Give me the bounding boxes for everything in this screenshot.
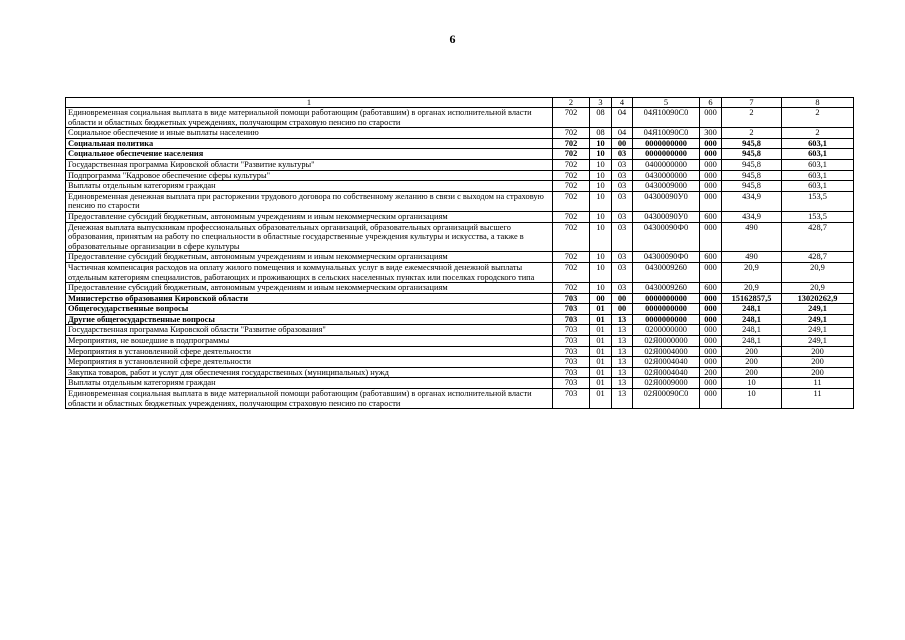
row-name-cell: Единовременная социальная выплата в виде материальной помощи работающим (работавшим) в органах исполнительной власти области и областных бюджетных учреждениях, получающим страховую пенсию по старости	[66, 389, 553, 409]
table-row	[66, 128, 854, 139]
expense-type-cell: 000	[700, 262, 722, 282]
amount-year2-cell: 603,1	[782, 138, 854, 149]
amount-year1-cell: 945,8	[722, 159, 782, 170]
expense-type-cell: 000	[700, 181, 722, 192]
amount-year1-cell: 2	[722, 128, 782, 139]
table-row	[66, 378, 854, 389]
target-article-cell: 04300090У0	[633, 191, 700, 211]
expense-type-cell: 600	[700, 211, 722, 222]
expense-type-cell: 000	[700, 336, 722, 347]
section-cell: 10	[590, 191, 612, 211]
amount-year2-cell: 153,5	[782, 211, 854, 222]
expense-type-cell: 600	[700, 252, 722, 263]
subsection-cell: 13	[612, 314, 633, 325]
admin-code-cell: 703	[553, 336, 590, 347]
row-name-cell: Другие общегосударственные вопросы	[66, 314, 553, 325]
section-cell: 10	[590, 283, 612, 294]
amount-year2-cell: 200	[782, 357, 854, 368]
table-row	[66, 222, 854, 252]
admin-code-cell: 702	[553, 283, 590, 294]
target-article-cell: 0400000000	[633, 159, 700, 170]
expense-type-cell: 000	[700, 138, 722, 149]
subsection-cell: 03	[612, 283, 633, 294]
target-article-cell: 04300090Ф0	[633, 252, 700, 263]
amount-year1-cell: 20,9	[722, 283, 782, 294]
target-article-cell: 04Я10090С0	[633, 128, 700, 139]
expense-type-cell: 000	[700, 357, 722, 368]
expense-type-cell: 600	[700, 283, 722, 294]
admin-code-cell: 702	[553, 159, 590, 170]
section-cell: 01	[590, 346, 612, 357]
amount-year2-cell: 249,1	[782, 314, 854, 325]
section-cell: 10	[590, 181, 612, 192]
table-row	[66, 108, 854, 128]
admin-code-cell: 702	[553, 170, 590, 181]
target-article-cell: 02Я0004000	[633, 346, 700, 357]
admin-code-cell: 703	[553, 346, 590, 357]
budget-table	[65, 97, 854, 409]
subsection-cell: 00	[612, 293, 633, 304]
subsection-cell: 03	[612, 211, 633, 222]
row-name-cell: Предоставление субсидий бюджетным, автономным учреждениям и иным некоммерческим организациям	[66, 252, 553, 263]
target-article-cell: 04Я10090С0	[633, 108, 700, 128]
subsection-cell: 04	[612, 108, 633, 128]
section-cell: 10	[590, 159, 612, 170]
admin-code-cell: 702	[553, 181, 590, 192]
amount-year2-cell: 13020262,9	[782, 293, 854, 304]
target-article-cell: 0000000000	[633, 314, 700, 325]
amount-year2-cell: 603,1	[782, 149, 854, 160]
target-article-cell: 0200000000	[633, 325, 700, 336]
section-cell: 10	[590, 211, 612, 222]
amount-year1-cell: 490	[722, 222, 782, 252]
section-cell: 10	[590, 138, 612, 149]
section-cell: 00	[590, 293, 612, 304]
row-name-cell: Государственная программа Кировской области "Развитие образования"	[66, 325, 553, 336]
expense-type-cell: 000	[700, 222, 722, 252]
expense-type-cell: 000	[700, 293, 722, 304]
section-cell: 10	[590, 170, 612, 181]
amount-year2-cell: 249,1	[782, 304, 854, 315]
table-row	[66, 159, 854, 170]
section-cell: 08	[590, 108, 612, 128]
subsection-cell: 03	[612, 191, 633, 211]
target-article-cell: 02Я0004040	[633, 367, 700, 378]
amount-year1-cell: 945,8	[722, 181, 782, 192]
expense-type-cell: 000	[700, 149, 722, 160]
expense-type-cell: 000	[700, 159, 722, 170]
row-name-cell: Подпрограмма "Кадровое обеспечение сферы культуры"	[66, 170, 553, 181]
amount-year2-cell: 2	[782, 108, 854, 128]
admin-code-cell: 702	[553, 252, 590, 263]
table-row	[66, 191, 854, 211]
target-article-cell: 02Я00090С0	[633, 389, 700, 409]
amount-year1-cell: 248,1	[722, 314, 782, 325]
admin-code-cell: 702	[553, 211, 590, 222]
section-cell: 10	[590, 149, 612, 160]
header-cell: 2	[553, 98, 590, 108]
table-row	[66, 252, 854, 263]
row-name-cell: Частичная компенсация расходов на оплату жилого помещения и коммунальных услуг в виде ежемесячной денежной выплаты отдельным категориям специалистов, работающих и проживающих в сельских населенных пунктах или поселках городского типа	[66, 262, 553, 282]
row-name-cell: Выплаты отдельным категориям граждан	[66, 181, 553, 192]
section-cell: 01	[590, 389, 612, 409]
header-cell: 1	[66, 98, 553, 108]
row-name-cell: Общегосударственные вопросы	[66, 304, 553, 315]
row-name-cell: Выплаты отдельным категориям граждан	[66, 378, 553, 389]
subsection-cell: 03	[612, 252, 633, 263]
admin-code-cell: 702	[553, 262, 590, 282]
subsection-cell: 13	[612, 367, 633, 378]
admin-code-cell: 703	[553, 325, 590, 336]
admin-code-cell: 703	[553, 378, 590, 389]
section-cell: 10	[590, 262, 612, 282]
admin-code-cell: 703	[553, 314, 590, 325]
amount-year2-cell: 249,1	[782, 336, 854, 347]
table-row	[66, 336, 854, 347]
expense-type-cell: 200	[700, 367, 722, 378]
header-cell: 5	[633, 98, 700, 108]
table-row	[66, 211, 854, 222]
amount-year2-cell: 603,1	[782, 159, 854, 170]
amount-year2-cell: 603,1	[782, 170, 854, 181]
amount-year2-cell: 200	[782, 367, 854, 378]
target-article-cell: 04300090У0	[633, 211, 700, 222]
subsection-cell: 13	[612, 357, 633, 368]
section-cell: 01	[590, 367, 612, 378]
amount-year2-cell: 200	[782, 346, 854, 357]
amount-year1-cell: 248,1	[722, 304, 782, 315]
admin-code-cell: 702	[553, 149, 590, 160]
subsection-cell: 00	[612, 138, 633, 149]
page-number: 6	[449, 32, 456, 46]
section-cell: 01	[590, 357, 612, 368]
admin-code-cell: 702	[553, 108, 590, 128]
table-row	[66, 325, 854, 336]
row-name-cell: Закупка товаров, работ и услуг для обеспечения государственных (муниципальных) нужд	[66, 367, 553, 378]
subsection-cell: 13	[612, 325, 633, 336]
expense-type-cell: 000	[700, 325, 722, 336]
table-row	[66, 138, 854, 149]
amount-year2-cell: 2	[782, 128, 854, 139]
table-row	[66, 149, 854, 160]
subsection-cell: 04	[612, 128, 633, 139]
amount-year2-cell: 428,7	[782, 252, 854, 263]
row-name-cell: Денежная выплата выпускникам профессиональных образовательных организаций, образовательных организаций высшего образования, принятым на работу по специальности в областные государственные учреждения культуры и искусства, а также в образовательные организации в сфере культуры	[66, 222, 553, 252]
admin-code-cell: 702	[553, 222, 590, 252]
amount-year1-cell: 20,9	[722, 262, 782, 282]
amount-year1-cell: 945,8	[722, 149, 782, 160]
target-article-cell: 0000000000	[633, 138, 700, 149]
target-article-cell: 0430009260	[633, 262, 700, 282]
expense-type-cell: 000	[700, 314, 722, 325]
target-article-cell: 0000000000	[633, 293, 700, 304]
target-article-cell: 0000000000	[633, 304, 700, 315]
amount-year1-cell: 945,8	[722, 170, 782, 181]
row-name-cell: Мероприятия, не вошедшие в подпрограммы	[66, 336, 553, 347]
amount-year2-cell: 153,5	[782, 191, 854, 211]
expense-type-cell: 000	[700, 191, 722, 211]
target-article-cell: 02Я0000000	[633, 336, 700, 347]
admin-code-cell: 702	[553, 128, 590, 139]
amount-year1-cell: 248,1	[722, 336, 782, 347]
section-cell: 01	[590, 378, 612, 389]
table-header-row	[66, 98, 854, 108]
target-article-cell: 0430000000	[633, 170, 700, 181]
amount-year2-cell: 20,9	[782, 283, 854, 294]
amount-year1-cell: 490	[722, 252, 782, 263]
section-cell: 01	[590, 304, 612, 315]
table-row	[66, 293, 854, 304]
subsection-cell: 03	[612, 149, 633, 160]
row-name-cell: Министерство образования Кировской области	[66, 293, 553, 304]
subsection-cell: 13	[612, 389, 633, 409]
section-cell: 10	[590, 252, 612, 263]
amount-year1-cell: 434,9	[722, 211, 782, 222]
section-cell: 01	[590, 325, 612, 336]
expense-type-cell: 000	[700, 304, 722, 315]
row-name-cell: Социальное обеспечение населения	[66, 149, 553, 160]
row-name-cell: Единовременная денежная выплата при расторжении трудового договора по собственному желанию в связи с выходом на страховую пенсию по старости	[66, 191, 553, 211]
target-article-cell: 0430009260	[633, 283, 700, 294]
amount-year2-cell: 11	[782, 389, 854, 409]
subsection-cell: 03	[612, 222, 633, 252]
amount-year1-cell: 945,8	[722, 138, 782, 149]
expense-type-cell: 300	[700, 128, 722, 139]
row-name-cell: Мероприятия в установленной сфере деятельности	[66, 346, 553, 357]
subsection-cell: 13	[612, 346, 633, 357]
row-name-cell: Государственная программа Кировской области "Развитие культуры"	[66, 159, 553, 170]
header-cell: 4	[612, 98, 633, 108]
amount-year2-cell: 11	[782, 378, 854, 389]
section-cell: 01	[590, 336, 612, 347]
table-row	[66, 357, 854, 368]
admin-code-cell: 703	[553, 389, 590, 409]
amount-year1-cell: 2	[722, 108, 782, 128]
subsection-cell: 13	[612, 378, 633, 389]
table-row	[66, 314, 854, 325]
row-name-cell: Социальное обеспечение и иные выплаты населению	[66, 128, 553, 139]
row-name-cell: Социальная политика	[66, 138, 553, 149]
target-article-cell: 02Я0009000	[633, 378, 700, 389]
amount-year1-cell: 200	[722, 367, 782, 378]
subsection-cell: 00	[612, 304, 633, 315]
subsection-cell: 03	[612, 262, 633, 282]
amount-year1-cell: 10	[722, 389, 782, 409]
header-cell: 7	[722, 98, 782, 108]
expense-type-cell: 000	[700, 346, 722, 357]
header-cell: 6	[700, 98, 722, 108]
amount-year1-cell: 248,1	[722, 325, 782, 336]
subsection-cell: 03	[612, 170, 633, 181]
expense-type-cell: 000	[700, 389, 722, 409]
table-row	[66, 170, 854, 181]
subsection-cell: 03	[612, 181, 633, 192]
section-cell: 08	[590, 128, 612, 139]
admin-code-cell: 703	[553, 357, 590, 368]
expense-type-cell: 000	[700, 378, 722, 389]
row-name-cell: Единовременная социальная выплата в виде материальной помощи работающим (работавшим) в органах исполнительной власти области и областных бюджетных учреждениях, получающим страховую пенсию по старости	[66, 108, 553, 128]
amount-year1-cell: 200	[722, 357, 782, 368]
row-name-cell: Мероприятия в установленной сфере деятельности	[66, 357, 553, 368]
amount-year2-cell: 603,1	[782, 181, 854, 192]
table-row	[66, 304, 854, 315]
admin-code-cell: 703	[553, 367, 590, 378]
amount-year2-cell: 428,7	[782, 222, 854, 252]
target-article-cell: 0000000000	[633, 149, 700, 160]
amount-year1-cell: 434,9	[722, 191, 782, 211]
admin-code-cell: 703	[553, 293, 590, 304]
admin-code-cell: 702	[553, 191, 590, 211]
target-article-cell: 02Я0004040	[633, 357, 700, 368]
admin-code-cell: 702	[553, 138, 590, 149]
row-name-cell: Предоставление субсидий бюджетным, автономным учреждениям и иным некоммерческим организациям	[66, 211, 553, 222]
amount-year1-cell: 200	[722, 346, 782, 357]
section-cell: 10	[590, 222, 612, 252]
header-cell: 3	[590, 98, 612, 108]
expense-type-cell: 000	[700, 108, 722, 128]
expense-type-cell: 000	[700, 170, 722, 181]
admin-code-cell: 703	[553, 304, 590, 315]
target-article-cell: 0430009000	[633, 181, 700, 192]
table-row	[66, 389, 854, 409]
subsection-cell: 03	[612, 159, 633, 170]
target-article-cell: 04300090Ф0	[633, 222, 700, 252]
subsection-cell: 13	[612, 336, 633, 347]
amount-year1-cell: 10	[722, 378, 782, 389]
table-row	[66, 367, 854, 378]
table-row	[66, 346, 854, 357]
table-row	[66, 283, 854, 294]
amount-year2-cell: 20,9	[782, 262, 854, 282]
table-row	[66, 181, 854, 192]
section-cell: 01	[590, 314, 612, 325]
amount-year2-cell: 249,1	[782, 325, 854, 336]
row-name-cell: Предоставление субсидий бюджетным, автономным учреждениям и иным некоммерческим организациям	[66, 283, 553, 294]
table-row	[66, 262, 854, 282]
header-cell: 8	[782, 98, 854, 108]
amount-year1-cell: 15162857,5	[722, 293, 782, 304]
